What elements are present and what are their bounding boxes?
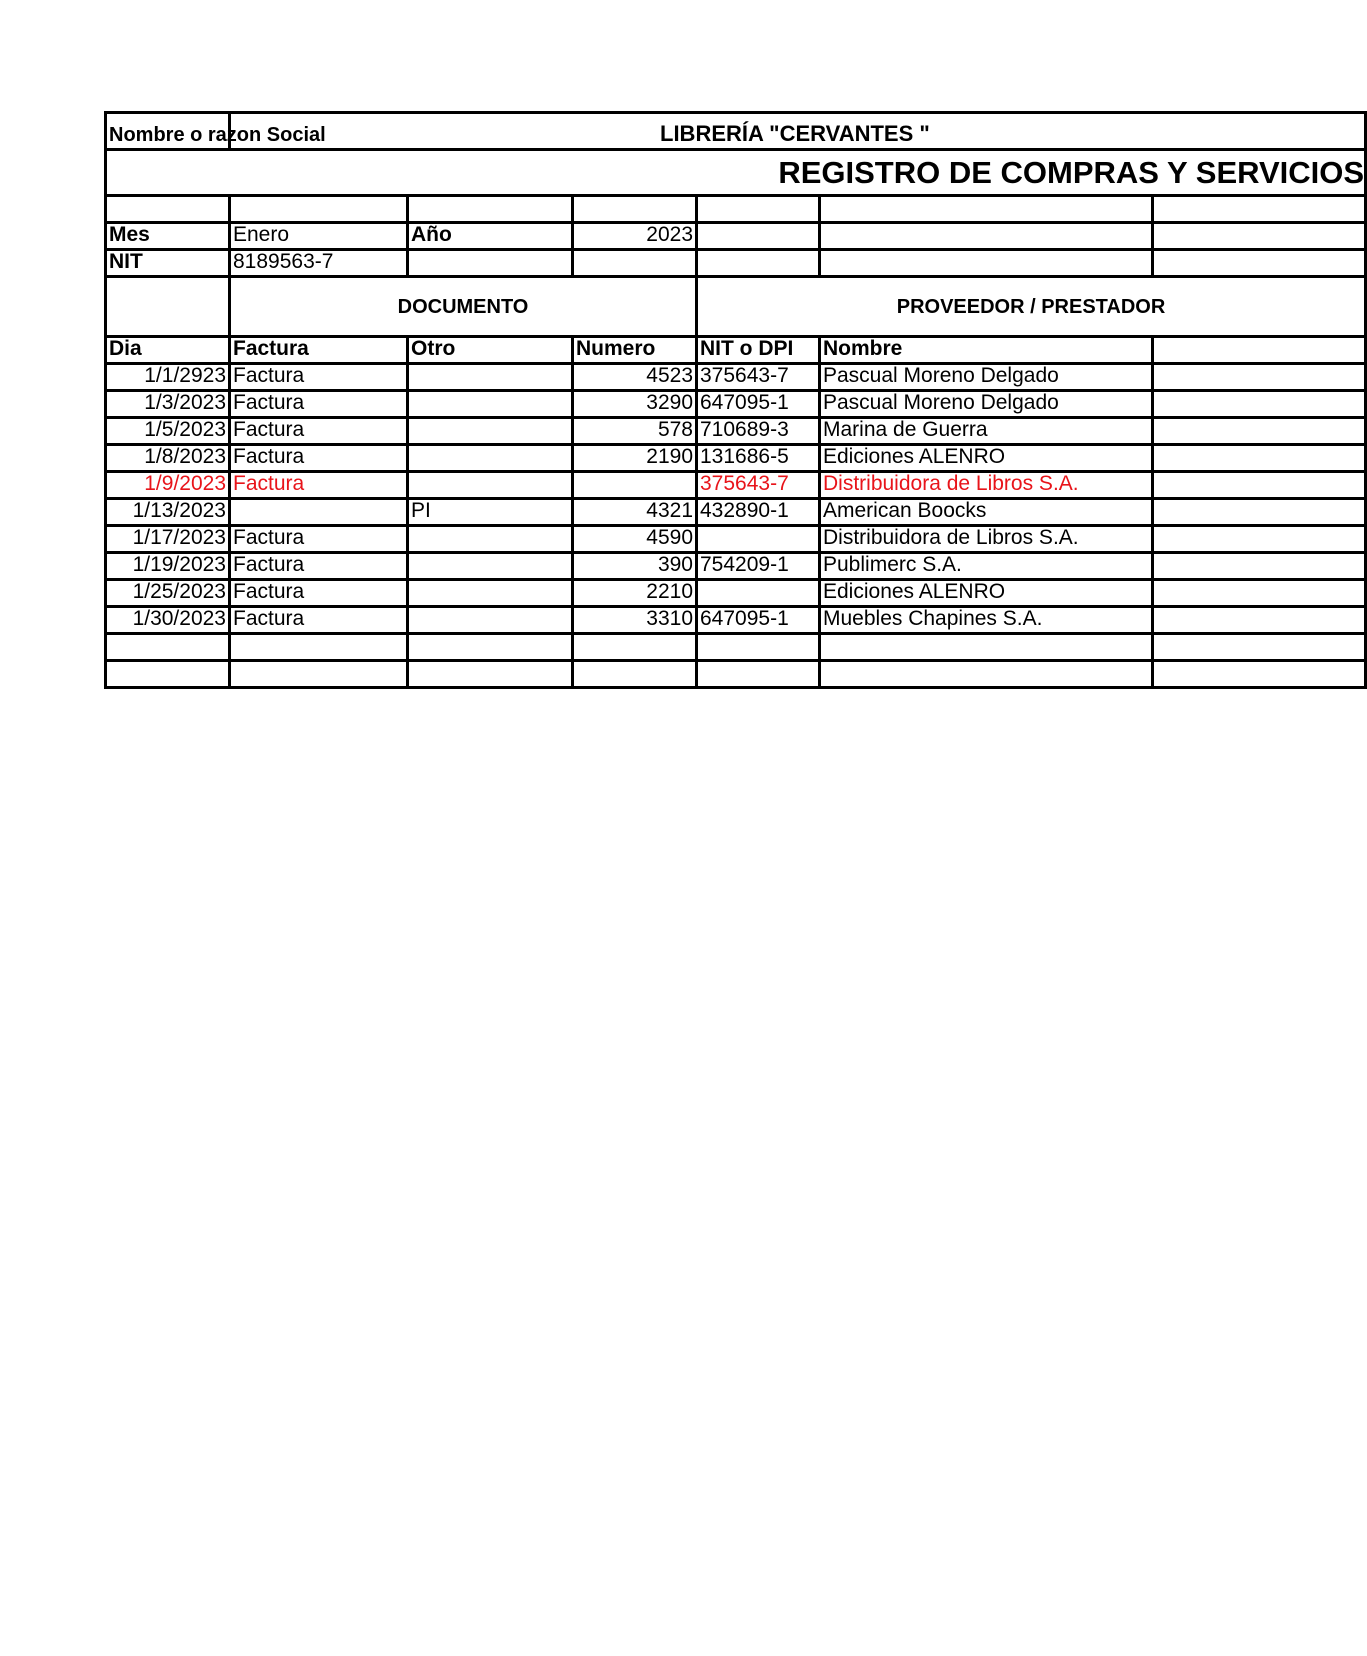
mes-value: Enero [230, 223, 408, 250]
empty-cell [697, 250, 820, 277]
table-row [106, 445, 1366, 472]
cell-otro: PI [408, 499, 573, 526]
empty-cell [230, 196, 408, 223]
empty-cell [573, 250, 697, 277]
empty-cell [1153, 526, 1366, 553]
empty-cell [1153, 472, 1366, 499]
cell-factura: Factura [230, 364, 408, 391]
cell-nit: 432890-1 [697, 499, 820, 526]
cell-otro [408, 364, 573, 391]
empty-cell [106, 277, 230, 337]
cell-dia: 1/9/2023 [106, 472, 230, 499]
nit-row [106, 250, 1366, 277]
blank-row [106, 196, 1366, 223]
cell-factura [230, 499, 408, 526]
register-title: REGISTRO DE COMPRAS Y SERVICIOS [778, 155, 1365, 190]
col-header-numero: Numero [573, 337, 697, 364]
blank-row [106, 634, 1366, 661]
empty-cell [106, 634, 230, 661]
empty-cell [820, 250, 1153, 277]
cell-nombre: Distribuidora de Libros S.A. [820, 472, 1153, 499]
col-header-nombre: Nombre [820, 337, 1153, 364]
cell-numero: 390 [573, 553, 697, 580]
section-proveedor [697, 277, 1366, 337]
cell-nit: 375643-7 [697, 472, 820, 499]
cell-factura: Factura [230, 418, 408, 445]
company-name-cell [230, 113, 1366, 150]
section-documento: DOCUMENTO [230, 277, 697, 337]
cell-nombre: Muebles Chapines S.A. [820, 607, 1153, 634]
cell-nombre: Ediciones ALENRO [820, 580, 1153, 607]
table-row [106, 526, 1366, 553]
section-header-row [106, 277, 1366, 337]
cell-nit: 375643-7 [697, 364, 820, 391]
register-title-cell [106, 150, 1366, 196]
cell-numero: 4523 [573, 364, 697, 391]
cell-nombre: Ediciones ALENRO [820, 445, 1153, 472]
cell-otro [408, 472, 573, 499]
cell-otro [408, 445, 573, 472]
table-row [106, 472, 1366, 499]
table-row [106, 553, 1366, 580]
cell-numero: 578 [573, 418, 697, 445]
empty-cell [408, 634, 573, 661]
nit-value: 8189563-7 [230, 250, 408, 277]
empty-cell [106, 661, 230, 688]
empty-cell [1153, 364, 1366, 391]
cell-nombre: American Boocks [820, 499, 1153, 526]
empty-cell [697, 196, 820, 223]
cell-nombre: Distribuidora de Libros S.A. [820, 526, 1153, 553]
table-row [106, 364, 1366, 391]
cell-numero: 2190 [573, 445, 697, 472]
cell-factura: Factura [230, 526, 408, 553]
company-name: LIBRERÍA "CERVANTES " [660, 121, 930, 146]
cell-nombre: Pascual Moreno Delgado [820, 391, 1153, 418]
empty-cell [230, 661, 408, 688]
table-row [106, 580, 1366, 607]
col-header-factura: Factura [230, 337, 408, 364]
col-header-nit-dpi: NIT o DPI [697, 337, 820, 364]
empty-cell [820, 223, 1153, 250]
cell-nombre: Publimerc S.A. [820, 553, 1153, 580]
cell-nit: 710689-3 [697, 418, 820, 445]
cell-otro [408, 418, 573, 445]
empty-cell [697, 223, 820, 250]
cell-factura: Factura [230, 445, 408, 472]
empty-cell [820, 196, 1153, 223]
cell-nit: 754209-1 [697, 553, 820, 580]
cell-nit: 647095-1 [697, 391, 820, 418]
empty-cell [1153, 196, 1366, 223]
empty-cell [408, 250, 573, 277]
col-header-dia: Dia [106, 337, 230, 364]
empty-cell [573, 634, 697, 661]
anio-label: Año [408, 223, 573, 250]
empty-cell [1153, 250, 1366, 277]
empty-cell [106, 196, 230, 223]
empty-cell [1153, 337, 1366, 364]
empty-cell [1153, 553, 1366, 580]
cell-factura: Factura [230, 472, 408, 499]
cell-nit [697, 526, 820, 553]
header-name-row [106, 113, 1366, 150]
cell-otro [408, 526, 573, 553]
purchase-register-table [104, 111, 1367, 689]
empty-cell [697, 661, 820, 688]
cell-factura: Factura [230, 607, 408, 634]
cell-factura: Factura [230, 553, 408, 580]
anio-value: 2023 [573, 223, 697, 250]
table-row [106, 607, 1366, 634]
cell-nit: 131686-5 [697, 445, 820, 472]
empty-cell [697, 634, 820, 661]
cell-numero: 3290 [573, 391, 697, 418]
empty-cell [1153, 661, 1366, 688]
empty-cell [1153, 418, 1366, 445]
cell-otro [408, 391, 573, 418]
cell-numero: 4590 [573, 526, 697, 553]
cell-factura: Factura [230, 580, 408, 607]
cell-dia: 1/30/2023 [106, 607, 230, 634]
empty-cell [1153, 391, 1366, 418]
empty-cell [1153, 634, 1366, 661]
cell-nit: 647095-1 [697, 607, 820, 634]
cell-dia: 1/8/2023 [106, 445, 230, 472]
cell-dia: 1/17/2023 [106, 526, 230, 553]
empty-cell [408, 661, 573, 688]
name-label-cell: Nombre o razon Social [106, 113, 230, 150]
spreadsheet-viewport [104, 111, 1365, 799]
cell-numero: 2210 [573, 580, 697, 607]
nit-label: NIT [106, 250, 230, 277]
empty-cell [820, 661, 1153, 688]
empty-cell [1153, 499, 1366, 526]
empty-cell [573, 196, 697, 223]
section-proveedor-label: PROVEEDOR / PRESTADOR [896, 295, 1166, 318]
empty-cell [573, 661, 697, 688]
cell-dia: 1/1/2923 [106, 364, 230, 391]
mes-label: Mes [106, 223, 230, 250]
empty-cell [1153, 607, 1366, 634]
cell-nombre: Pascual Moreno Delgado [820, 364, 1153, 391]
title-row [106, 150, 1366, 196]
month-year-row [106, 223, 1366, 250]
empty-cell [1153, 445, 1366, 472]
table-row [106, 418, 1366, 445]
table-row [106, 391, 1366, 418]
cell-numero [573, 472, 697, 499]
col-header-otro: Otro [408, 337, 573, 364]
cell-dia: 1/3/2023 [106, 391, 230, 418]
cell-dia: 1/25/2023 [106, 580, 230, 607]
empty-cell [408, 196, 573, 223]
cell-otro [408, 553, 573, 580]
cell-numero: 4321 [573, 499, 697, 526]
cell-dia: 1/19/2023 [106, 553, 230, 580]
cell-factura: Factura [230, 391, 408, 418]
cell-dia: 1/5/2023 [106, 418, 230, 445]
blank-row [106, 661, 1366, 688]
cell-nit [697, 580, 820, 607]
cell-numero: 3310 [573, 607, 697, 634]
cell-dia: 1/13/2023 [106, 499, 230, 526]
empty-cell [1153, 223, 1366, 250]
empty-cell [820, 634, 1153, 661]
cell-nombre: Marina de Guerra [820, 418, 1153, 445]
cell-otro [408, 607, 573, 634]
empty-cell [1153, 580, 1366, 607]
empty-cell [230, 634, 408, 661]
cell-otro [408, 580, 573, 607]
table-row [106, 499, 1366, 526]
column-header-row [106, 337, 1366, 364]
